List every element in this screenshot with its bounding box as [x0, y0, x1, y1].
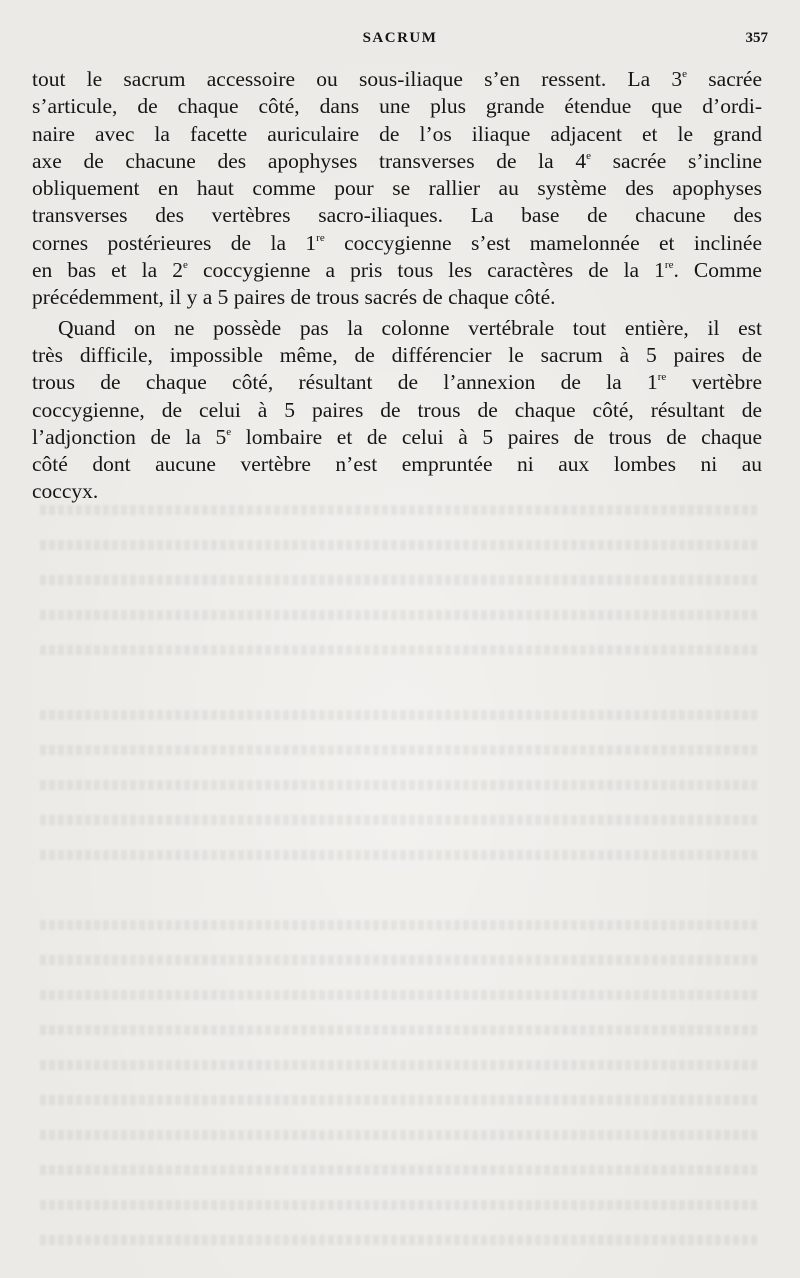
text-line: s’articule, de chaque côté, dans une plus grande étendue que d’ordi- — [32, 94, 762, 119]
text-line: cornes postérieures de la 1re coccygienne s’est mamelonnée et inclinée — [32, 230, 762, 255]
bleed-through-line — [40, 1130, 760, 1140]
bleed-through-line — [40, 575, 760, 585]
running-title: SACRUM — [362, 30, 438, 46]
bleed-through-line — [40, 710, 760, 720]
bleed-through-line — [40, 990, 760, 1000]
bleed-through-line — [40, 920, 760, 930]
text-line: naire avec la facette auriculaire de l’os iliaque adjacent et le grand — [32, 121, 762, 146]
bleed-through-line — [40, 645, 760, 655]
text-line: l’adjonction de la 5e lombaire et de celui à 5 paires de trous de chaque — [32, 424, 762, 449]
bleed-through-line — [40, 540, 760, 550]
page-header — [30, 30, 770, 54]
bleed-through-line — [40, 780, 760, 790]
bleed-through-line — [40, 505, 760, 515]
bleed-through-line — [40, 1095, 760, 1105]
text-line: en bas et la 2e coccygienne a pris tous les caractères de la 1re. Comme — [32, 258, 762, 283]
text-line: tout le sacrum accessoire ou sous-iliaque s’en ressent. La 3e sacrée — [32, 67, 762, 91]
bleed-through-line — [40, 1025, 760, 1035]
paragraph-1 — [32, 66, 762, 312]
paragraph-2 — [32, 315, 762, 506]
bleed-through-line — [40, 1200, 760, 1210]
text-line: côté dont aucune vertèbre n’est empruntée ni aux lombes ni au — [32, 452, 762, 477]
page-number: 357 — [745, 30, 768, 46]
bleed-through-line — [40, 955, 760, 965]
text-line: très difficile, impossible même, de différencier le sacrum à 5 paires de — [32, 342, 762, 367]
body-text — [32, 66, 762, 506]
bleed-through-line — [40, 815, 760, 825]
text-line: précédemment, il y a 5 paires de trous sacrés de chaque côté. — [32, 285, 556, 310]
bleed-through-line — [40, 850, 760, 860]
text-line: obliquement en haut comme pour se rallier au système des apophyses — [32, 176, 762, 201]
bleed-through-line — [40, 610, 760, 620]
text-line: transverses des vertèbres sacro-iliaques. La base de chacune des — [32, 203, 762, 228]
text-line: Quand on ne possède pas la colonne vertébrale tout entière, il est — [58, 315, 762, 340]
text-line: trous de chaque côté, résultant de l’annexion de la 1re vertèbre — [32, 370, 763, 395]
text-line: axe de chacune des apophyses transverses de la 4e sacrée s’incline — [32, 148, 763, 173]
text-line: coccygienne, de celui à 5 paires de trous de chaque côté, résultant de — [32, 397, 762, 422]
bleed-through-line — [40, 1060, 760, 1070]
bleed-through-line — [40, 1165, 760, 1175]
bleed-through-line — [40, 745, 760, 755]
text-line: coccyx. — [32, 479, 99, 504]
bleed-through-line — [40, 1235, 760, 1245]
